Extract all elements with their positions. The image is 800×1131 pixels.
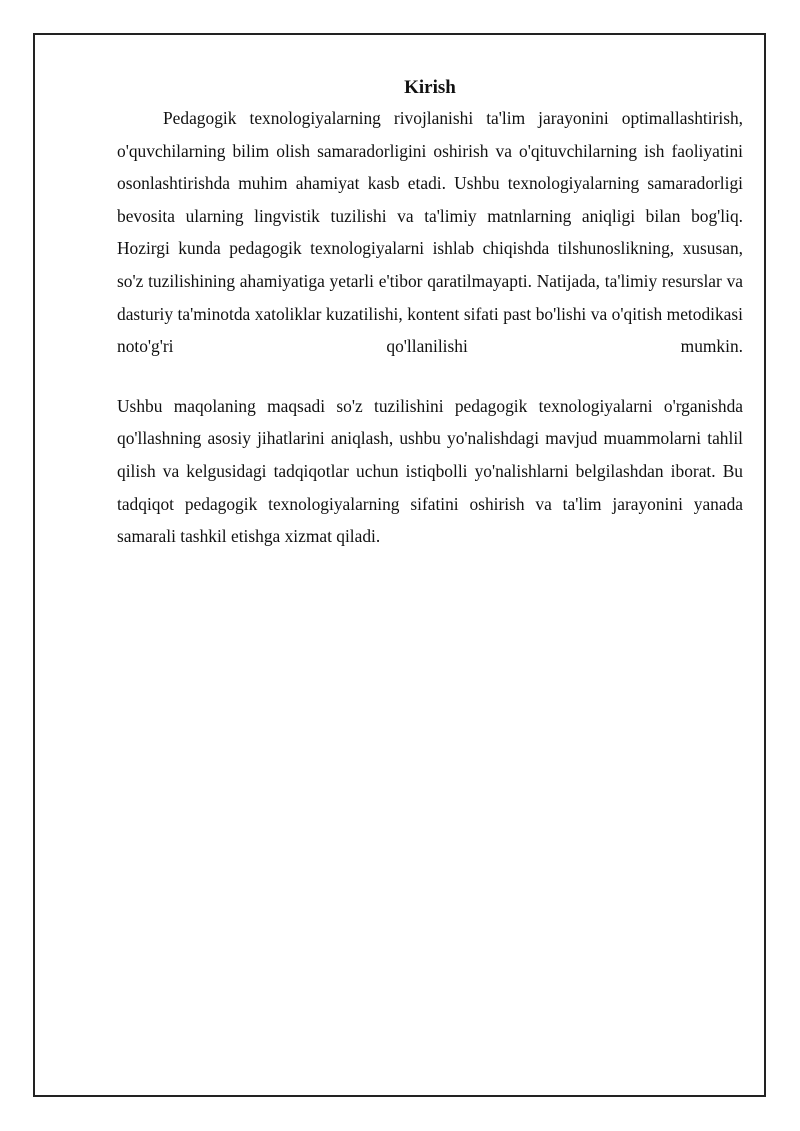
- paragraph-purpose: Ushbu maqolaning maqsadi so'z tuzilishini pedagogik texnologiyalarni o'rganishda qo'llashning asosiy jihatlarini aniqlash, ushbu yo'nalishdagi mavjud muammolarni tahlil qilish va kelgusidagi tadqiqotlar uchun istiqbolli yo'nalishlarni belgilashdan iborat. Bu tadqiqot pedagogik texnologiyalarning sifatini oshirish va ta'lim jarayonini yanada samarali tashkil etishga xizmat qiladi.: [117, 395, 743, 547]
- section-title: Kirish: [404, 77, 456, 98]
- paragraph-introduction: Pedagogik texnologiyalarning rivojlanishi ta'lim jarayonini optimallashtirish, o'quvchilarning bilim olish samaradorligini oshirish va o'qituvchilarning ish faoliyatini osonlashtirishda muhim ahamiyat kasb etadi. Ushbu texnologiyalarning samaradorligi bevosita ularning lingvistik tuzilishi va ta'limiy matnlarning aniqligi bilan bog'liq. Hozirgi kunda pedagogik texnologiyalarni ishlab chiqishda tilshunoslikning, xususan, so'z tuzilishining ahamiyatiga yetarli e'tibor qaratilmayapti. Natijada, ta'limiy resurslar va dasturiy ta'minotda xatoliklar kuzatilishi, kontent sifati past bo'lishi va o'qitish metodikasi noto'g'ri qo'llanilishi mumkin.: [117, 108, 743, 357]
- document-body: [117, 74, 743, 553]
